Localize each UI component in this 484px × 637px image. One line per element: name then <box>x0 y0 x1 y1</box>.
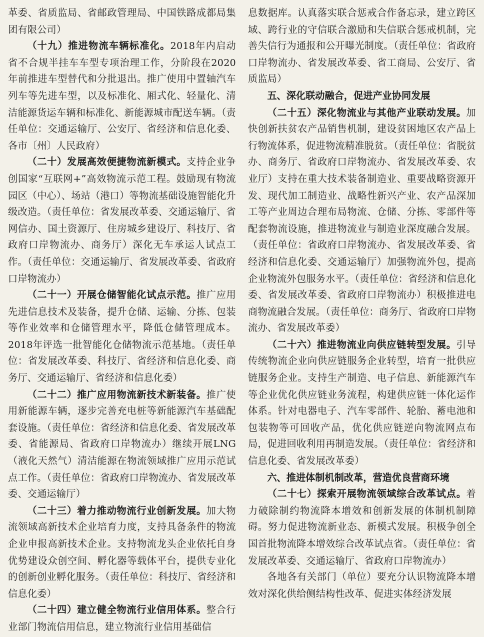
paragraph <box>8 288 236 388</box>
paragraph <box>8 504 236 604</box>
paragraph-lead: （二十五）深化物流业与其他产业联动发展。 <box>267 107 467 119</box>
paragraph-text: 息数据库。认真落实联合惩戒合作备忘录，建立跨区域、跨行业的守信联合激励和失信联合惩戒机制，完善失信行为通报和公开曝光制度。（责任单位：省政府口岸物流办、省发展改革委、省工商局、公安厅、省质监局） <box>248 8 476 86</box>
section-heading: 五、深化联动融合，促进产业协同发展 <box>267 90 431 102</box>
paragraph-text: 引导传统物流企业向供应链服务企业转型，培育一批供应链服务企业。支持生产制造、电子信息、新能源汽车等企业优化供应链业务流程，构建供应链一体化运作体系。针对电器电子、汽车零部件、轮胎、蓄电池和包装物等可回收产品，优化供应链逆向物流网点布局，促进回收利用再制造发展。（责任单位：省经济和信息化委、省发展改革委） <box>248 339 476 468</box>
right-column <box>248 6 476 608</box>
paragraph <box>8 155 236 288</box>
paragraph <box>248 570 476 603</box>
paragraph-text: 推广使用新能源车辆，逐步完善充电桩等新能源汽车基础配套设施。（责任单位：省经济和信息化委、省发展改革委、省能源局、省政府口岸物流办）继续开展LNG（液化天然气）清洁能源在物流领域推广应用示范试点工作。（责任单位：省政府口岸物流办、省发展改革委、交通运输厅） <box>8 389 236 501</box>
paragraph <box>248 338 476 471</box>
paragraph-text: 2018年内启动省不合规半挂车车型专项治理工作，分阶段在2020年前推进车型替代和分批退出。推广使用中置轴汽车列车等先进车型，以及标准化、厢式化、轻量化、清洁能源货运车辆和标准化、新能源城市配送车辆。（责任单位：交通运输厅、公安厅、省经济和信息化委、各市〔州〕人民政府） <box>8 41 236 152</box>
paragraph <box>248 487 476 570</box>
paragraph-text: 整合行业部门物流信用信息，建立物流行业信用基础信 <box>8 605 236 633</box>
paragraph-text: 推广应用先进信息技术及装备，提升仓储、运输、分拣、包装等作业效率和仓储管理水平，降低仓储管理成本。2018年评选一批智能化仓储物流示范基地。（责任单位：省发展改革委、科技厅、省经济和信息化委、商务厅、交通运输厅、省经济和信息化委） <box>8 290 236 385</box>
paragraph-text: 革委、省质监局、省邮政管理局、中国铁路成都局集团有限公司） <box>8 8 236 36</box>
paragraph-text: 加快创新扶贫农产品销售机制，建设贫困地区农产品上行物流体系，促进物流精准脱贫。（责任单位：省脱贫办、商务厅、省政府口岸物流办、省发展改革委、农业厅）支持在重大技术装备制造业、重要战略资源开发、现代加工制造业、战略性新兴产业、农产品深加工等产业周边合理布局物流、仓储、分拣、零部件等配套物流设施，推进物流业与制造业深度融合发展。（责任单位：省政府口岸物流办、省发展改革委、省经济和信息化委、交通运输厅）加强物流外包，提高企业物流外包服务水平。（责任单位：省经济和信息化委、省发展改革委、省政府口岸物流办）积极推进电商物流融合发展。（责任单位：商务厅、省政府口岸物流办、省发展改革委） <box>248 107 476 335</box>
left-column <box>8 6 236 633</box>
paragraph-lead: （二十四）建立健全物流行业信用体系。 <box>27 605 207 617</box>
paragraph-text: 各地各有关部门（单位）要充分认识物流降本增效对深化供给侧结构性改革、促进实体经济发展 <box>248 572 476 600</box>
paragraph <box>8 388 236 504</box>
paragraph-lead: （二十七）探索开展物流领域综合改革试点。 <box>267 489 467 501</box>
paragraph-text: 支持企业争创国家“互联网+”高效物流示范工程。鼓励现有物流园区（中心）、场站（港口）等物流基础设施智能化升级改造。（责任单位：省发展改革委、交通运输厅、省网信办、国土资源厅、住房城乡建设厅、科技厅、省政府口岸物流办、商务厅）深化无车承运人试点工作。（责任单位：交通运输厅、省发展改革委、省政府口岸物流办） <box>8 157 236 285</box>
paragraph <box>8 39 236 155</box>
paragraph <box>8 603 236 636</box>
paragraph-text: 加大物流领域高新技术企业培育力度，支持具备条件的物流企业申报高新技术企业。支持物流龙头企业依托自身优势建设众创空间、孵化器等载体平台，提供专业化的创新创业孵化服务。（责任单位：科技厅、省经济和信息化委） <box>8 505 236 600</box>
paragraph <box>248 106 476 338</box>
paragraph-lead: （二十三）着力推动物流行业创新发展。 <box>27 505 207 517</box>
continued-paragraph <box>8 6 236 39</box>
paragraph-lead: （二十一）开展仓储智能化试点示范。 <box>27 290 197 302</box>
continued-paragraph <box>248 6 476 89</box>
paragraph-text: 着力破除制约物流降本增效和创新发展的体制机制障碍。努力促进物流新业态、新模式发展。积极争创全国首批物流降本增效综合改革试点省。（责任单位：省发展改革委、交通运输厅、省政府口岸物流办） <box>248 489 476 567</box>
paragraph-lead: （二十六）推进物流业向供应链转型发展。 <box>267 339 457 351</box>
paragraph-lead: （十九）推进物流车辆标准化。 <box>27 41 171 53</box>
paragraph-lead: （二十）发展高效便捷物流新模式。 <box>27 157 187 169</box>
paragraph-lead: （二十二）推广应用物流新技术新装备。 <box>27 389 207 401</box>
section-heading: 六、推进体制机制改革，营造优良营商环境 <box>267 472 450 484</box>
